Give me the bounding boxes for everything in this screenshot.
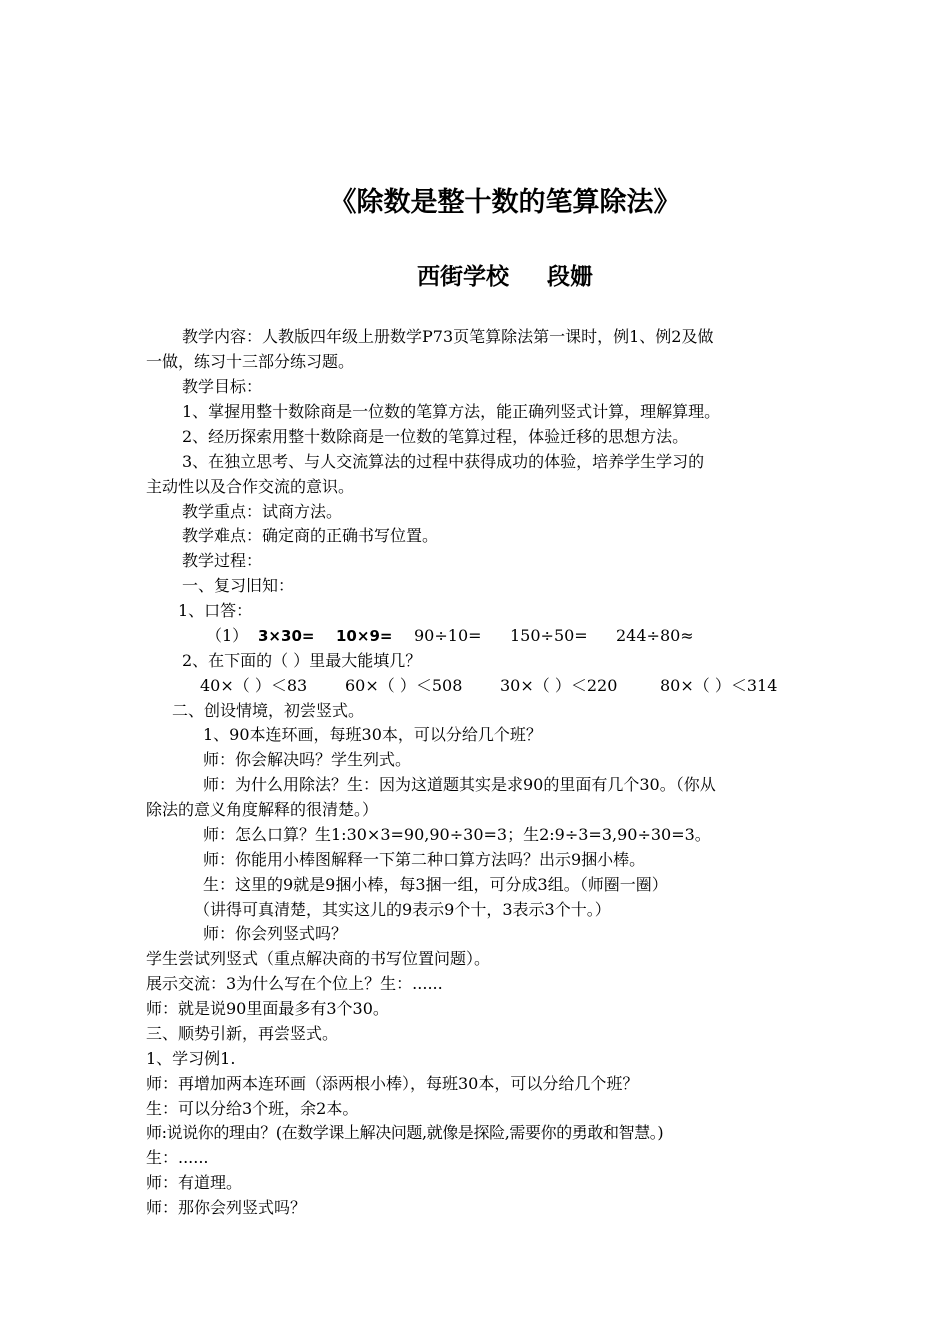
- oral-questions: [146, 624, 876, 649]
- school-name: 西街学校: [417, 264, 509, 290]
- paragraph-6: 生：这里的9就是9捆小棒，每3捆一组，可分成3组。（师圈一圈）: [203, 875, 668, 894]
- paragraph-3-line-1: 师：为什么用除法？生：因为这道题其实是求90的里面有几个30。（你从: [203, 775, 716, 794]
- fill-q1: 40×（ ）＜83: [200, 676, 308, 695]
- paragraph-1: 1、90本连环画，每班30本，可以分给几个班？: [203, 725, 542, 744]
- oral-label: （1）: [206, 626, 249, 645]
- paragraph-15: 师:说说你的理由？(在数学课上解决问题,就像是探险,需要你的勇敢和智慧。): [146, 1123, 664, 1142]
- fill-heading: 2、在下面的（ ）里最大能填几？: [182, 651, 422, 670]
- paragraph-2: 师：你会解决吗？学生列式。: [203, 750, 412, 769]
- goal-1: 1、掌握用整十数除商是一位数的笔算方法，能正确列竖式计算，理解算理。: [182, 402, 721, 421]
- paragraph-14: 生：可以分给3个班，余2本。: [146, 1099, 359, 1118]
- paragraph-7: （讲得可真清楚，其实这儿的9表示9个十，3表示3个十。）: [194, 900, 611, 919]
- paragraph-5: 师：你能用小棒图解释一下第二种口算方法吗？出示9捆小棒。: [203, 850, 646, 869]
- paragraph-13: 师：再增加两本连环画（添两根小棒），每班30本，可以分给几个班？: [146, 1074, 639, 1093]
- paragraph-17: 师：有道理。: [146, 1173, 243, 1192]
- paragraph-8: 师：你会列竖式吗？: [203, 924, 348, 943]
- paragraph-11: 师：就是说90里面最多有3个30。: [146, 999, 389, 1018]
- goal-3-line-1: 3、在独立思考、与人交流算法的过程中获得成功的体验，培养学生学习的: [182, 452, 705, 471]
- difficulty: 教学难点：确定商的正确书写位置。: [182, 526, 439, 545]
- author-name: 段姗: [547, 264, 593, 290]
- goal-2: 2、经历探索用整十数除商是一位数的笔算过程，体验迁移的思想方法。: [182, 427, 689, 446]
- oral-q5: 244÷80≈: [616, 626, 694, 645]
- oral-q3: 90÷10=: [414, 626, 482, 645]
- key-point: 教学重点：试商方法。: [182, 502, 343, 521]
- fill-questions: [146, 674, 870, 699]
- section-2-heading: 二、创设情境，初尝竖式。: [172, 701, 365, 720]
- author-line: [0, 258, 950, 291]
- paragraph-4: 师：怎么口算？生1:30×3=90,90÷30=3；生2:9÷3=3,90÷30=3。: [203, 825, 711, 844]
- fill-q3: 30×（ ）＜220: [500, 676, 618, 695]
- oral-q4: 150÷50=: [510, 626, 588, 645]
- oral-q2: 10×9=: [336, 627, 393, 645]
- process-heading: 教学过程：: [182, 551, 263, 570]
- paragraph-9: 学生尝试列竖式（重点解决商的书写位置问题）。: [146, 949, 491, 968]
- fill-q2: 60×（ ）＜508: [345, 676, 463, 695]
- document-title: 《除数是整十数的笔算除法》: [329, 187, 681, 218]
- goals-heading: 教学目标：: [182, 377, 263, 396]
- section-1-heading: 一、复习旧知：: [182, 576, 295, 595]
- content-line-2: 一做，练习十三部分练习题。: [146, 352, 355, 371]
- paragraph-16: 生：......: [146, 1148, 209, 1167]
- goal-3-line-2: 主动性以及合作交流的意识。: [146, 477, 355, 496]
- paragraph-18: 师：那你会列竖式吗？: [146, 1198, 307, 1217]
- paragraph-10: 展示交流：3为什么写在个位上？生：......: [146, 974, 443, 993]
- oral-heading: 1、口答：: [178, 601, 253, 620]
- fill-q4: 80×（ ）＜314: [660, 676, 778, 695]
- content-line-1: 教学内容：人教版四年级上册数学P73页笔算除法第一课时，例1、例2及做: [182, 327, 714, 346]
- section-3-heading: 三、顺势引新，再尝竖式。: [146, 1024, 339, 1043]
- oral-q1: 3×30=: [258, 627, 315, 645]
- paragraph-12: 1、学习例1.: [146, 1049, 236, 1068]
- paragraph-3-line-2: 除法的意义角度解释的很清楚。）: [146, 800, 379, 819]
